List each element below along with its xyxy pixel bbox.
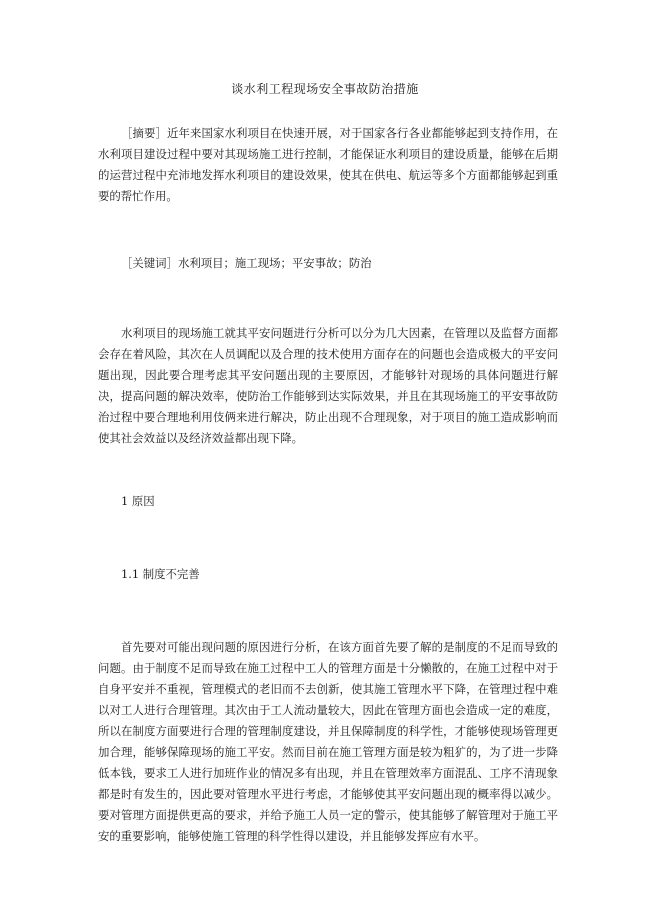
abstract-paragraph: ［摘要］近年来国家水利项目在快速开展，对于国家各行各业都能够起到支持作用，在水利项目建设过程中要对其现场施工进行控制，才能保证水利项目的建设质量，能够在后期的运营过程中充沛地发挥水利项目的建设效果，使其在供电、航运等多个方面都能够起到重要的帮忙作用。	[98, 126, 558, 203]
section-1-1-body-paragraph: 首先要对可能出现问题的原因进行分析，在该方面首先要了解的是制度的不足而导致的问题。由于制度不足而导致在施工过程中工人的管理方面是十分懒散的，在施工过程中对于自身平安并不重视，管理模式的老旧而不去创新，使其施工管理水平下降，在管理过程中难以对工人进行合理管理。其次由于工人流动量较大，因此在管理方面也会造成一定的难度，所以在制度方面要进行合理的管理制度建设，并且保障制度的科学性，才能够使现场管理更加合理，能够保障现场的施工平安。然而目前在施工管理方面是较为粗犷的，为了进一步降低本钱，要求工人进行加班作业的情况多有出现，并且在管理效率方面混乱、工序不清现象都是时有发生的，因此要对管理水平进行考虑，才能够使其平安问题出现的概率得以减少。要对管理方面提供更高的要求，并给予施工人员一定的警示，使其能够了解管理对于施工平安的重要影响，能够使施工管理的科学性得以建设，并且能够发挥应有水平。	[98, 640, 558, 843]
document-title: 谈水利工程现场安全事故防治措施	[231, 82, 419, 96]
section-heading-1-1: 1.1 制度不完善	[121, 567, 200, 581]
intro-paragraph: 水利项目的现场施工就其平安问题进行分析可以分为几大因素，在管理以及监督方面都会存在着风险，其次在人员调配以及合理的技术使用方面存在的问题也会造成极大的平安问题出现，因此要合理考虑其平安问题出现的主要原因，才能够针对现场的具体问题进行解决，提高问题的解决效率，使防治工作能够到达实际效果，并且在其现场施工的平安事故防治过程中要合理地利用伎俩来进行解决，防止出现不合理现象，对于项目的施工造成影响而使其社会效益以及经济效益都出现下降。	[98, 326, 558, 445]
section-heading-1: 1 原因	[121, 494, 155, 508]
keywords-paragraph: ［关键词］水利项目；施工现场；平安事故；防治	[121, 256, 372, 270]
